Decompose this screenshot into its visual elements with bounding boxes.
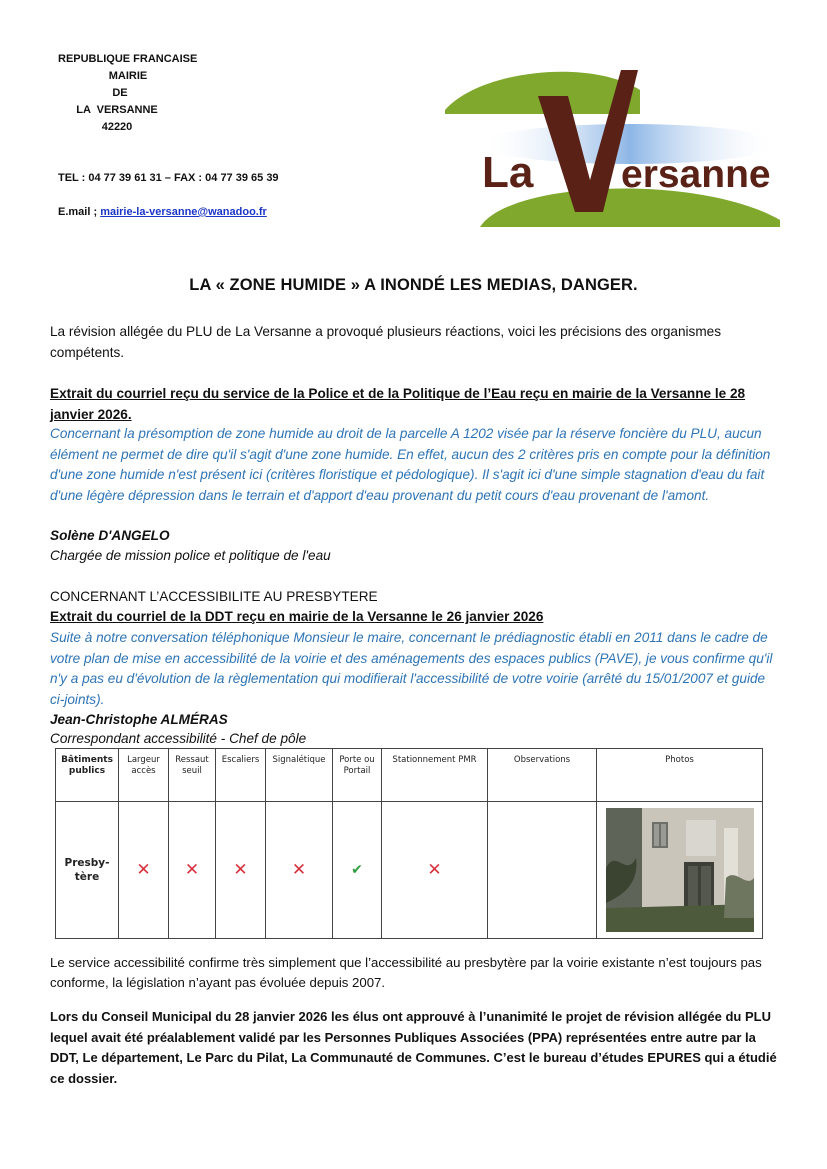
header-town: LA VERSANNE <box>76 104 158 116</box>
section2-intro: CONCERNANT L’ACCESSIBILITE AU PRESBYTERE <box>50 589 378 604</box>
col-header: Bâtiments publics <box>56 749 119 802</box>
col-header: Porte ou Portail <box>333 749 382 802</box>
cross-icon: ✕ <box>184 860 200 880</box>
header-phone-fax: TEL : 04 77 39 61 31 – FAX : 04 77 39 65 39 <box>58 172 279 184</box>
logo-text-la: La <box>482 148 534 197</box>
page-title: LA « ZONE HUMIDE » A INONDÉ LES MEDIAS, DANGER. <box>189 276 638 294</box>
observations-cell <box>488 802 597 939</box>
table-cell <box>216 802 266 939</box>
col-header: Ressaut seuil <box>169 749 216 802</box>
presbytere-photo <box>606 808 754 932</box>
row-label: Presby-tère <box>56 802 119 939</box>
table-cell <box>382 802 488 939</box>
col-header: Signalétique <box>266 749 333 802</box>
logo-text-ersanne: ersanne <box>621 153 771 196</box>
cross-icon: ✕ <box>136 860 151 880</box>
photo-cell <box>597 802 763 939</box>
header-email-line <box>58 204 267 221</box>
section1-role: Chargée de mission police et politique de l'eau <box>50 548 331 563</box>
section1-quote: Concernant la présomption de zone humide au droit de la parcelle A 1202 visée par la réserve foncière du PLU, aucun élément ne permet de dire qu'il s'agit d'une zone humide. En effet, aucun des 2 critères pris en compte pour la définition d'une zone humide n'est présent ici (critères floristique et pédologique). Il s'agit ici d'une simple stagnation d'eau du fait d'une légère dépression dans le terrain et d'apport d'eau provenant du petit cours d'eau provenant de l'amont. <box>50 426 771 503</box>
cross-icon: ✕ <box>291 860 307 880</box>
col-header: Stationnement PMR <box>382 749 488 802</box>
section2-quote: Suite à notre conversation téléphonique Monsieur le maire, concernant le prédiagnostic établi en 2011 dans le cadre de votre plan de mise en accessibilité de la voirie et des aménagements des espaces publics (PAVE), je vous confirme qu'il n'y a pas eu d'évolution de la règlementation qui modifierait l'accessibilité de votre voirie (arrêté du 15/01/2007 et guide ci-joints). <box>50 630 773 707</box>
header-de: DE <box>112 87 128 99</box>
table-cell <box>119 802 169 939</box>
cross-icon: ✕ <box>427 860 442 880</box>
section1-signer: Solène D'ANGELO <box>50 528 170 543</box>
section2-signer: Jean-Christophe ALMÉRAS <box>50 712 228 727</box>
table-cell <box>169 802 216 939</box>
col-header: Escaliers <box>216 749 266 802</box>
header-postcode: 42220 <box>101 121 133 133</box>
check-icon: ✔ <box>351 862 363 878</box>
section1-heading: Extrait du courriel reçu du service de la Police et de la Politique de l’Eau reçu en mairie de la Versanne le 28 janvier 2026. <box>50 386 746 422</box>
col-header: Largeur accès <box>119 749 169 802</box>
la-versanne-logo <box>440 62 784 232</box>
accessibility-table <box>55 748 762 934</box>
cross-icon: ✕ <box>233 860 248 880</box>
col-header: Observations <box>488 749 597 802</box>
header-mairie: MAIRIE <box>108 70 148 82</box>
table-cell <box>333 802 382 939</box>
email-label: E.mail ; <box>58 206 101 218</box>
header-republique: REPUBLIQUE FRANCAISE <box>58 53 198 65</box>
intro-paragraph: La révision allégée du PLU de La Versanne a provoqué plusieurs réactions, voici les précisions des organismes compétents. <box>50 324 722 360</box>
section2-heading: Extrait du courriel de la DDT reçu en mairie de la Versanne le 26 janvier 2026 <box>50 609 544 624</box>
conclusion-paragraph-1: Le service accessibilité confirme très simplement que l’accessibilité au presbytère par la voirie existante n’est toujours pas conforme, la législation n’ayant pas évoluée depuis 2007. <box>50 955 762 990</box>
conclusion-paragraph-2: Lors du Conseil Municipal du 28 janvier 2026 les élus ont approuvé à l’unanimité le projet de révision allégée du PLU lequel avait été préalablement validé par les Personnes Publiques Associées (PPA) représentées entre autre par la DDT, Le département, Le Parc du Pilat, La Communauté de Communes. C’est le bureau d’études EPURES qui a étudié ce dossier. <box>50 1009 777 1086</box>
col-header: Photos <box>597 749 763 802</box>
section2-role: Correspondant accessibilité - Chef de pôle <box>50 731 307 746</box>
table-cell <box>266 802 333 939</box>
email-link[interactable]: mairie-la-versanne@wanadoo.fr <box>100 206 267 218</box>
